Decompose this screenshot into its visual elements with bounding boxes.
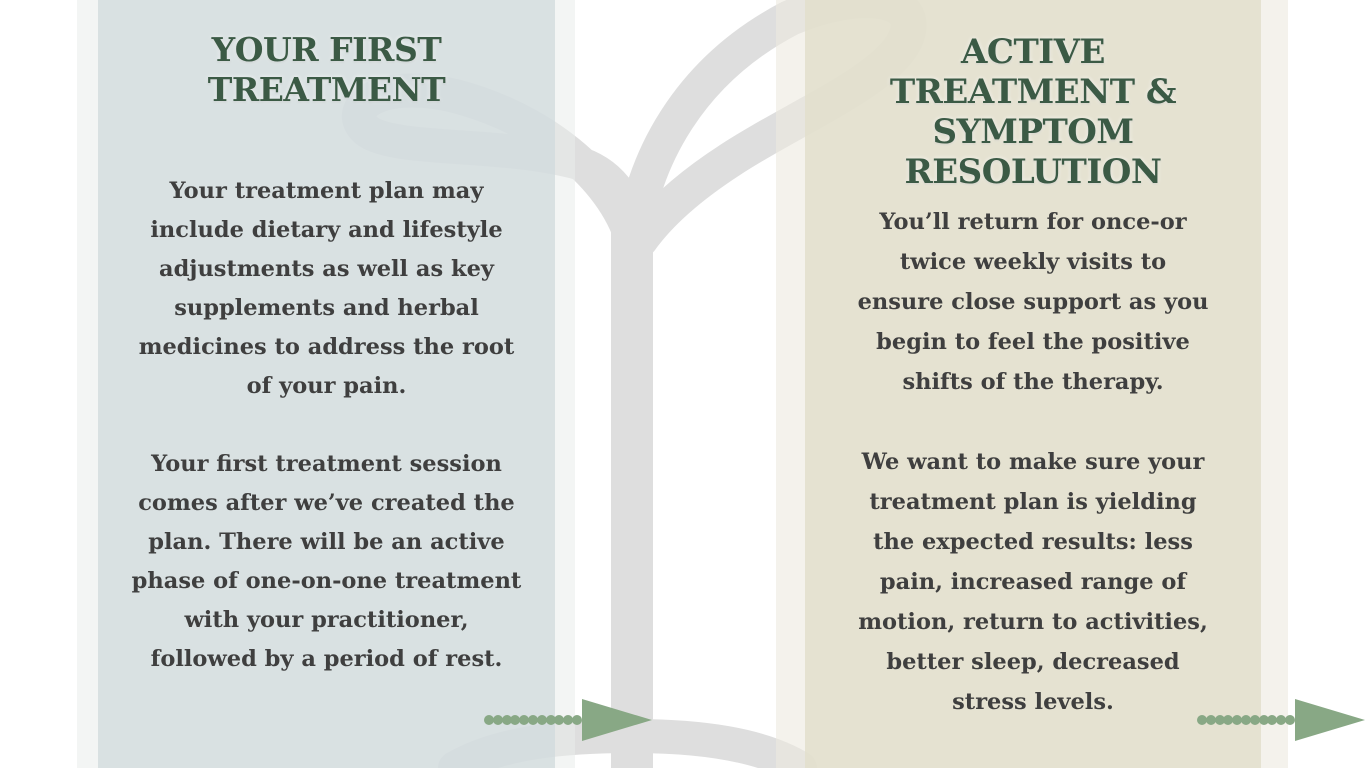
active-treatment-section <box>805 32 1261 722</box>
arrow-dot <box>1285 715 1295 725</box>
arrow-head <box>1295 699 1365 741</box>
active-treatment-paragraph-1: You’ll return for once-or twice weekly visits to ensure close support as you begin to feel the positive shifts of the therapy. <box>857 209 1209 395</box>
active-treatment-title: ACTIVE TREATMENT & SYMPTOM RESOLUTION <box>889 32 1177 192</box>
first-treatment-paragraph-2: Your first treatment session comes after we’ve created the plan. There will be an active phase of one-on-one treatment with your practitioner, followed by a period of rest. <box>131 451 522 672</box>
active-treatment-paragraph-2: We want to make sure your treatment plan is yielding the expected results: less pain, increased range of motion, return to activities, better sleep, decreased stress levels. <box>858 449 1208 715</box>
first-treatment-paragraph-1: Your treatment plan may include dietary and lifestyle adjustments as well as key supplements and herbal medicines to address the root of your pain. <box>138 178 515 399</box>
first-treatment-title: YOUR FIRST TREATMENT <box>207 30 446 109</box>
first-treatment-section <box>98 30 555 679</box>
arrow-dot <box>572 715 582 725</box>
arrow-head <box>582 699 652 741</box>
dotted-arrow-right-icon <box>484 699 654 741</box>
dotted-arrow-right-icon <box>1197 699 1366 741</box>
